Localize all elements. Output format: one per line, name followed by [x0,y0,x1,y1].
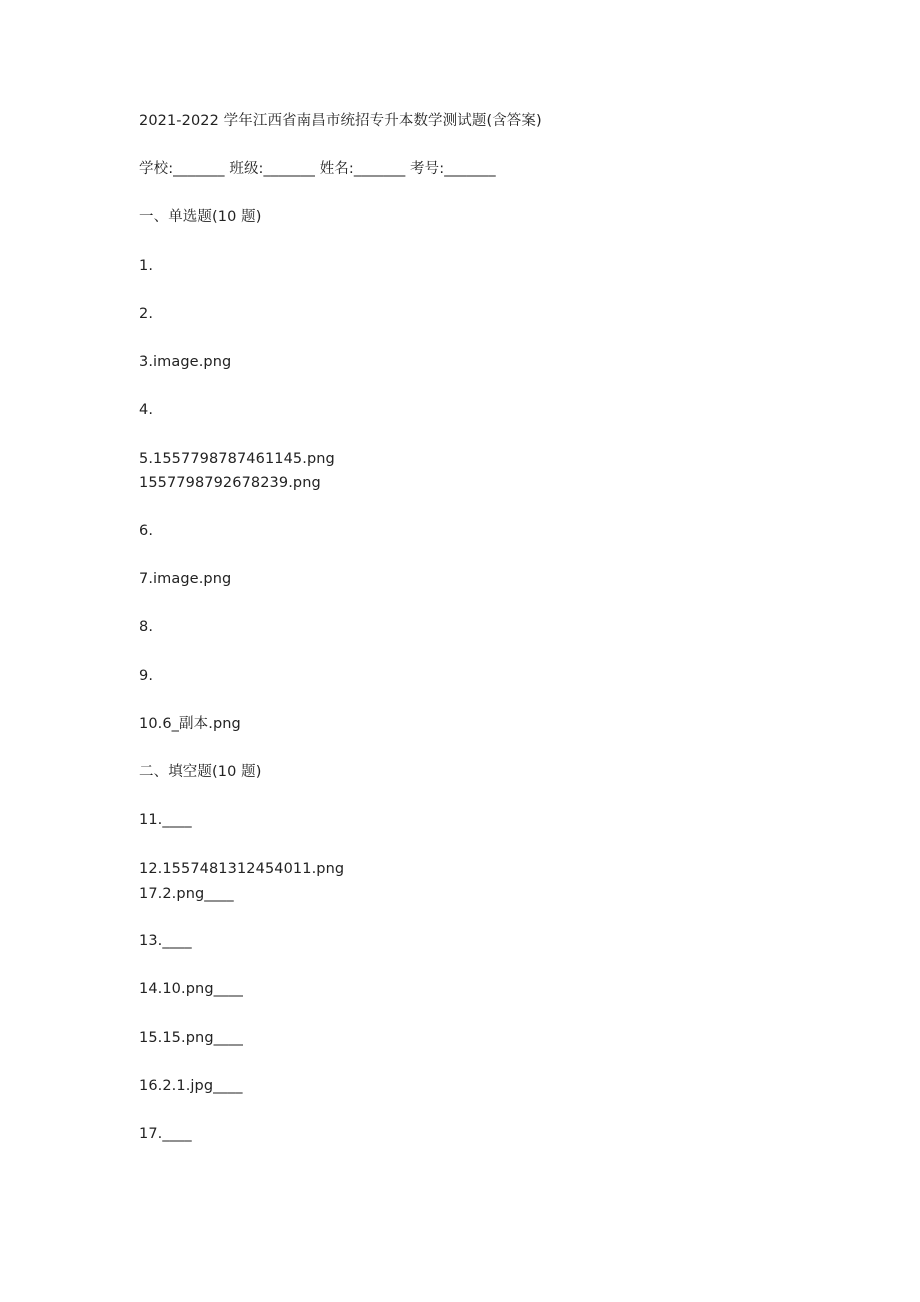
question-17: 17.____ [139,1126,192,1142]
student-info-line: 学校:_______ 班级:_______ 姓名:_______ 考号:_______ [139,161,496,177]
question-11: 11.____ [139,812,192,828]
question-2: 2. [139,306,154,322]
question-8: 8. [139,619,154,635]
question-9: 9. [139,668,154,684]
question-12: 12.1557481312454011.png [139,861,345,877]
section-heading-single-choice: 一、单选题(10 题) [139,209,262,225]
question-5: 5.1557798787461145.png [139,451,335,467]
question-5-continued: 1557798792678239.png [139,475,321,491]
question-13: 13.____ [139,933,192,949]
question-3: 3.image.png [139,354,232,370]
question-12-continued: 17.2.png____ [139,886,234,902]
document-title: 2021-2022 学年江西省南昌市统招专升本数学测试题(含答案) [139,113,542,129]
question-16: 16.2.1.jpg____ [139,1078,243,1094]
question-7: 7.image.png [139,571,232,587]
section-heading-fill-blank: 二、填空题(10 题) [139,764,262,780]
question-4: 4. [139,402,154,418]
question-15: 15.15.png____ [139,1030,244,1046]
question-14: 14.10.png____ [139,981,244,997]
question-10: 10.6_副本.png [139,716,241,732]
question-6: 6. [139,523,154,539]
question-1: 1. [139,258,154,274]
